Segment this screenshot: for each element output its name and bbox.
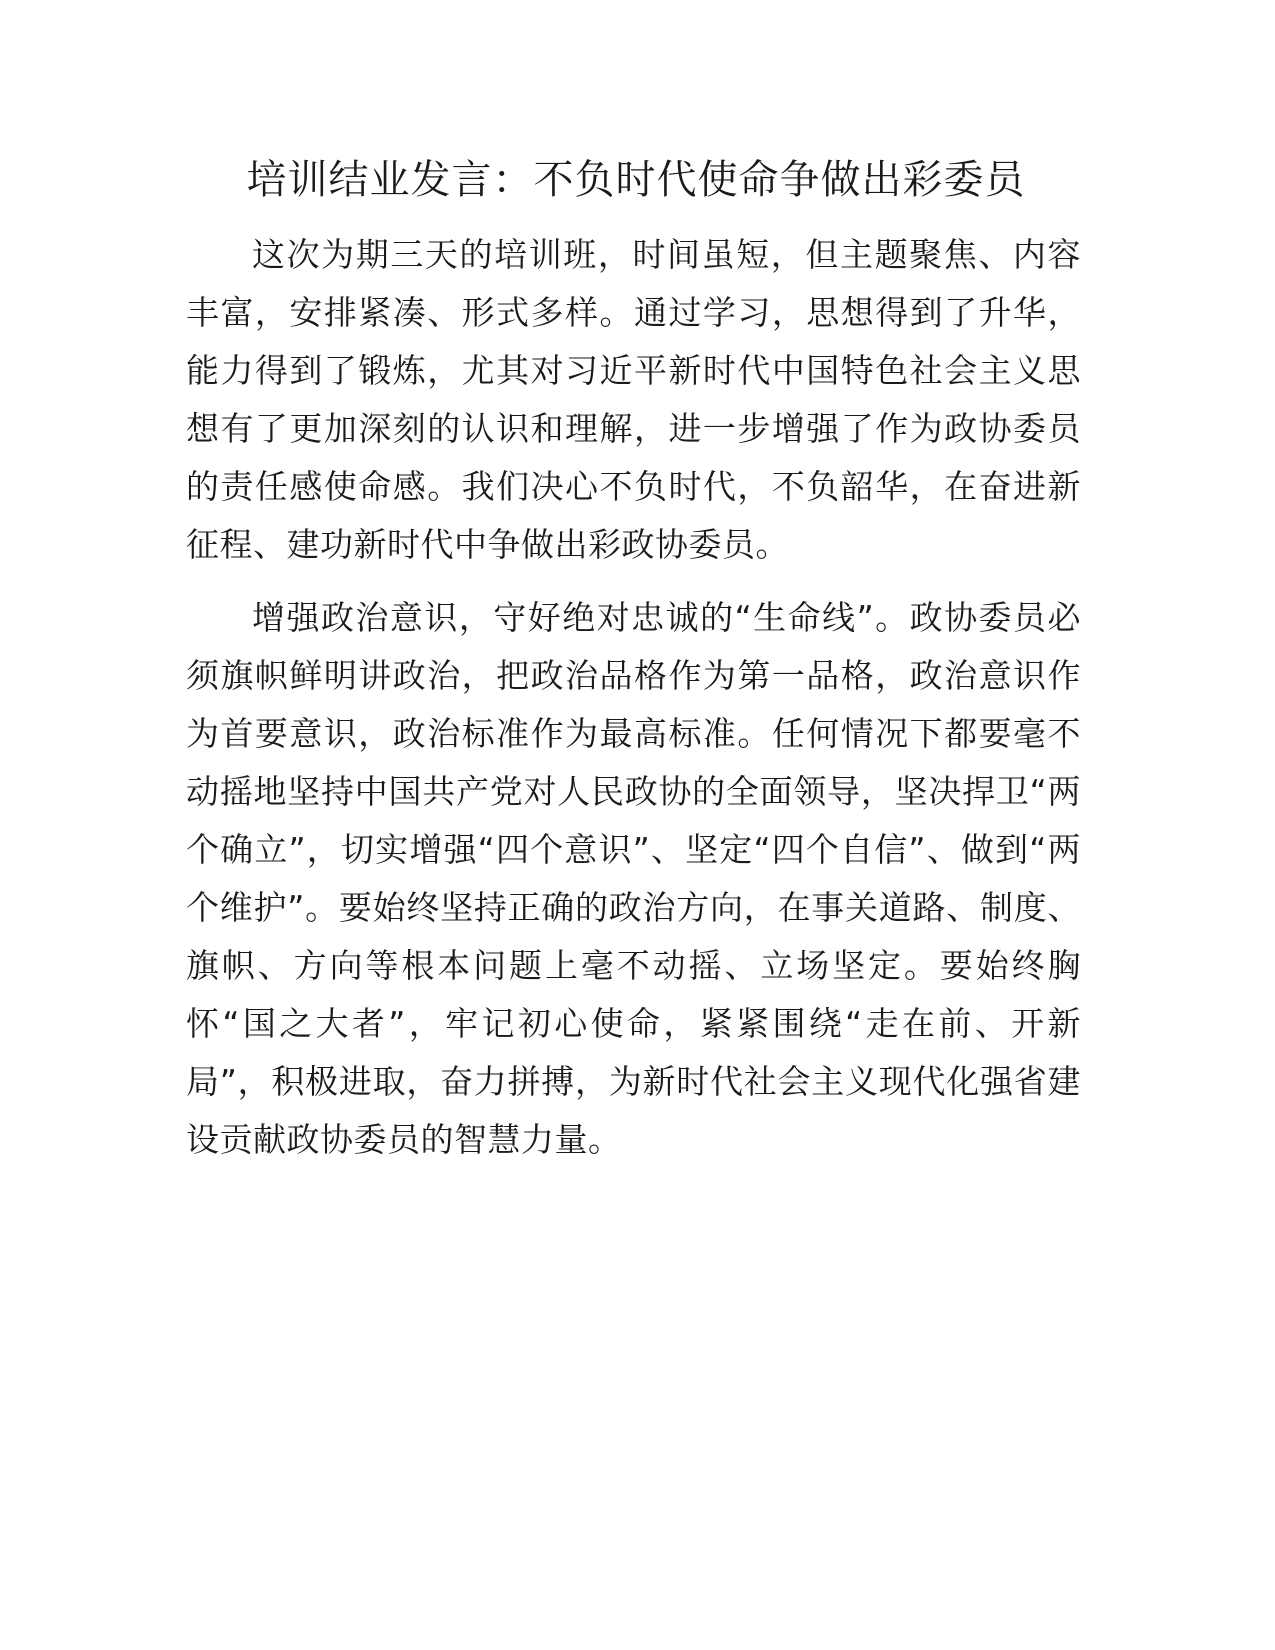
paragraph-intro: 这次为期三天的培训班，时间虽短，但主题聚焦、内容丰富，安排紧凑、形式多样。通过学习，思想得到了升华，能力得到了锻炼，尤其对习近平新时代中国特色社会主义思想有了更加深刻的认识和理解，进一步增强了作为政协委员的责任感使命感。我们决心不负时代，不负韶华，在奋进新征程、建功新时代中争做出彩政协委员。 (186, 235, 1081, 564)
paragraph-political-awareness: 增强政治意识，守好绝对忠诚的“生命线”。政协委员必须旗帜鲜明讲政治，把政治品格作为第一品格，政治意识作为首要意识，政治标准作为最高标准。任何情况下都要毫不动摇地坚持中国共产党对人民政协的全面领导，坚决捍卫“两个确立”，切实增强“四个意识”、坚定“四个自信”、做到“两个维护”。要始终坚持正确的政治方向，在事关道路、制度、旗帜、方向等根本问题上毫不动摇、立场坚定。要始终胸怀“国之大者”，牢记初心使命，紧紧围绕“走在前、开新局”，积极进取，奋力拼搏，为新时代社会主义现代化强省建设贡献政协委员的智慧力量。 (186, 598, 1081, 1159)
document-title: 培训结业发言：不负时代使命争做出彩委员 (246, 157, 1026, 203)
